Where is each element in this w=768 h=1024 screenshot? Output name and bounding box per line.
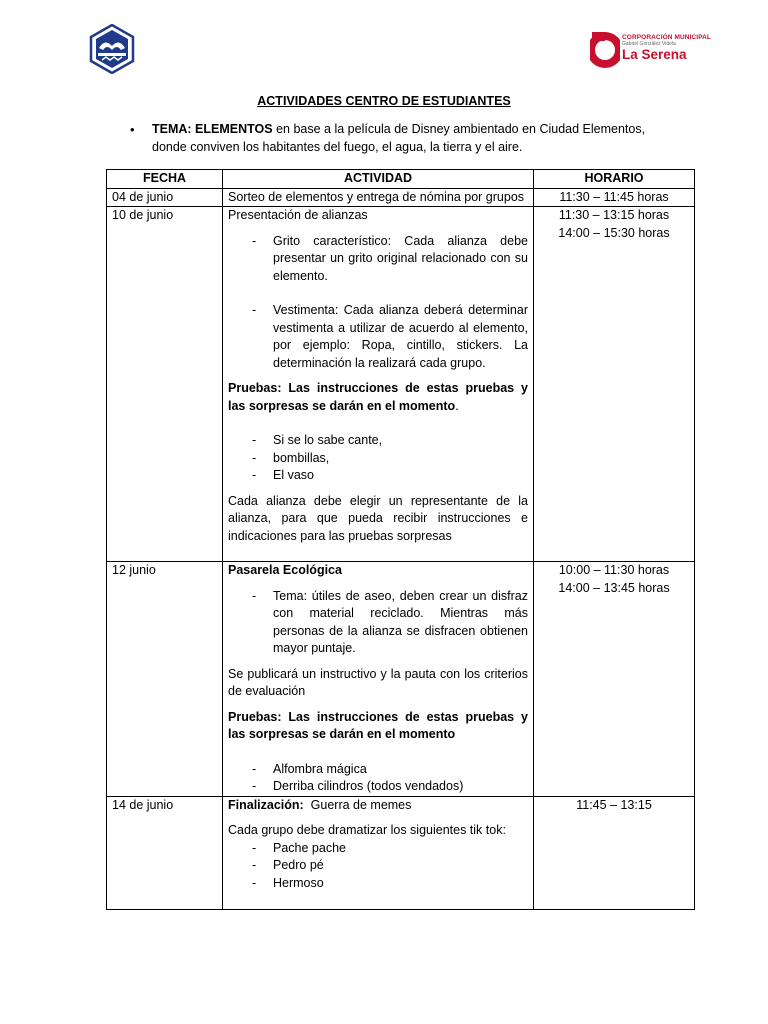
- row2-tests: Pruebas: Las instrucciones de estas pruebas y las sorpresas se darán en el momento: [228, 381, 528, 413]
- theme-text: en base a la película de Disney ambientado en Ciudad Elementos, donde conviven los habitantes del fuego, el agua, la tierra y el aire.: [152, 122, 646, 154]
- list-item: - Si se lo sabe cante,: [252, 432, 528, 450]
- list-item: - Pedro pé: [252, 857, 528, 875]
- row3-activity: [223, 562, 534, 797]
- municipal-emblem-icon: [590, 30, 620, 70]
- header-activity: ACTIVIDAD: [223, 170, 534, 189]
- list-item: - Pache pache: [252, 840, 528, 858]
- row3-hours: [534, 562, 695, 797]
- row2-note: Cada alianza debe elegir un representante de la alianza, para que pueda recibir instrucciones e indicaciones para las pruebas sorpresas: [228, 493, 528, 543]
- header-hours: HORARIO: [534, 170, 695, 189]
- row2-hours: [534, 207, 695, 562]
- row4-hours: 11:45 – 13:15: [534, 796, 695, 909]
- logo-line-1: CORPORACIÓN MUNICIPAL: [622, 34, 712, 41]
- header-date: FECHA: [107, 170, 223, 189]
- row4-activity: [223, 796, 534, 909]
- row3-tests: Pruebas: Las instrucciones de estas pruebas y las sorpresas se darán en el momento: [228, 709, 528, 741]
- table-row: [107, 562, 695, 797]
- list-item: - Vestimenta: Cada alianza deberá determinar vestimenta a utilizar de acuerdo al elemento, por ejemplo: Ropa, cintillo, stickers. La determinación la realizará cada grupo.: [252, 302, 528, 372]
- school-logo: [87, 24, 137, 74]
- bullet-icon: •: [130, 122, 135, 137]
- row3-title: Pasarela Ecológica: [228, 563, 342, 577]
- schedule-table: [106, 169, 695, 910]
- row3-date: 12 junio: [107, 562, 223, 797]
- table-row: [107, 188, 695, 207]
- logo-line-2: Gabriel González Videla: [622, 41, 676, 47]
- row2-title: Presentación de alianzas: [228, 208, 368, 222]
- document-title: ACTIVIDADES CENTRO DE ESTUDIANTES: [257, 94, 511, 108]
- row2-items: [252, 233, 528, 286]
- row4-subtitle: Guerra de memes: [303, 797, 412, 812]
- row1-activity: Sorteo de elementos y entrega de nómina por grupos: [223, 188, 534, 207]
- row2-activity: [223, 207, 534, 562]
- theme-label: TEMA: ELEMENTOS: [152, 122, 273, 136]
- list-item: - Alfombra mágica: [252, 761, 528, 779]
- row1-hours: 11:30 – 11:45 horas: [534, 188, 695, 207]
- row2-test-list: [252, 432, 528, 485]
- list-item: - El vaso: [252, 467, 528, 485]
- row3-items: [252, 588, 528, 658]
- row3-test-list: [252, 761, 528, 796]
- row2-hours-1: 11:30 – 13:15 horas: [558, 208, 670, 222]
- logo-line-3: La Serena: [622, 47, 687, 62]
- row2-date: 10 de junio: [107, 207, 223, 562]
- row3-hours-1: 10:00 – 11:30 horas: [558, 563, 670, 577]
- table-header-row: [107, 170, 695, 189]
- list-item: - Hermoso: [252, 875, 528, 893]
- row4-title: Finalización:: [228, 797, 304, 812]
- row4-list: [252, 840, 528, 893]
- list-item: - Derriba cilindros (todos vendados): [252, 778, 528, 796]
- list-item: - Tema: útiles de aseo, deben crear un disfraz con material reciclado. Mientras más personas de la alianza se disfracen obtienen mayor puntaje.: [252, 588, 528, 658]
- table-row: [107, 796, 695, 909]
- list-item: - Grito característico: Cada alianza debe presentar un grito original relacionado con su elemento.: [252, 233, 528, 286]
- municipal-logo: [590, 28, 720, 72]
- row4-note: Cada grupo debe dramatizar los siguientes tik tok:: [228, 823, 506, 837]
- row3-hours-2: 14:00 – 13:45 horas: [558, 580, 670, 595]
- list-item: - bombillas,: [252, 450, 528, 468]
- row4-date: 14 de junio: [107, 796, 223, 909]
- row3-note: Se publicará un instructivo y la pauta con los criterios de evaluación: [228, 666, 528, 698]
- row2-hours-2: 14:00 – 15:30 horas: [558, 225, 670, 240]
- row1-date: 04 de junio: [107, 188, 223, 207]
- table-row: [107, 207, 695, 562]
- theme-paragraph: [130, 121, 670, 156]
- school-emblem-icon: [87, 24, 137, 74]
- row2-tests-end: .: [455, 398, 459, 413]
